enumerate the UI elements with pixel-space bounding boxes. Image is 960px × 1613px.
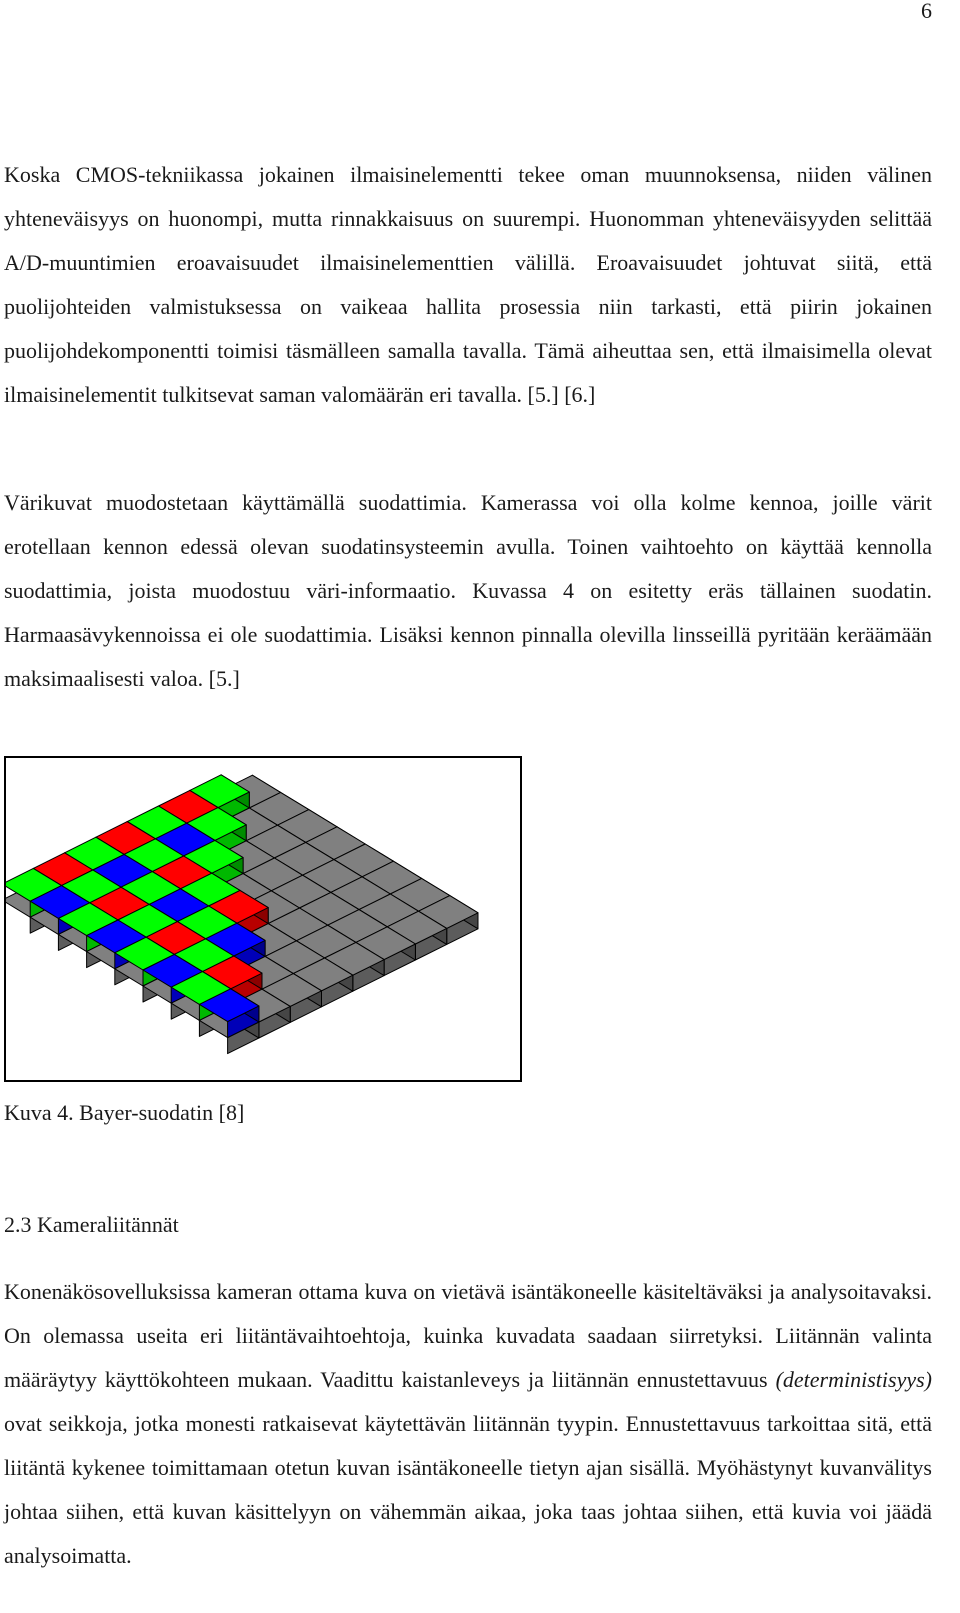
paragraph-camera-interfaces <box>4 1270 932 1578</box>
paragraph-text-end: ovat seikkoja, jotka monesti ratkaisevat käytettävän liitännän tyypin. Ennustettavuus tarkoittaa sitä, että liitäntä kykenee toimittamaan otetun kuvan isäntäkoneelle tietyn ajan sisällä. Myöhästynyt kuvanvälitys johtaa siihen, että kuvan käsittelyyn on vähemmän aikaa, joka taas johtaa siihen, että kuvia voi jäädä analysoimatta. <box>4 1411 932 1568</box>
emphasis-term: (deterministisyys) <box>775 1367 932 1392</box>
paragraph-cmos: Koska CMOS-tekniikassa jokainen ilmaisinelementti tekee oman muunnoksensa, niiden välinen yhteneväisyys on huonompi, mutta rinnakkaisuus on suurempi. Huonomman yhteneväisyyden selittää A/D-muuntimien eroavaisuudet ilmaisinelementtien välillä. Eroavaisuudet johtuvat siitä, että puolijohteiden valmistuksessa on vaikeaa hallita prosessia niin tarkasti, että piirin jokainen puolijohdekomponentti toimisi täsmälleen samalla tavalla. Tämä aiheuttaa sen, että ilmaisimella olevat ilmaisinelementit tulkitsevat saman valomäärän eri tavalla. [5.] [6.] <box>4 162 932 407</box>
bayer-filter-illustration <box>6 758 520 1080</box>
page-number: 6 <box>921 0 932 23</box>
paragraph-color-filters: Värikuvat muodostetaan käyttämällä suodattimia. Kamerassa voi olla kolme kennoa, joille värit erotellaan kennon edessä olevan suodatinsysteemin avulla. Toinen vaihtoehto on käyttää kennolla suodattimia, joista muodostuu väri-informaatio. Kuvassa 4 on esitetty eräs tällainen suodatin. Harmaasävykennoissa ei ole suodattimia. Lisäksi kennon pinnalla olevilla linsseillä pyritään keräämään maksimaalisesti valoa. [5.] <box>4 490 932 691</box>
bayer-filter-figure <box>4 756 522 1082</box>
figure-caption: Kuva 4. Bayer-suodatin [8] <box>4 1100 245 1125</box>
paragraph-text-start: Konenäkösovelluksissa kameran ottama kuva on vietävä isäntäkoneelle käsiteltäväksi ja analysoitavaksi. On olemassa useita eri liitäntävaihtoehtoja, kuinka kuvadata saadaan siirretyksi. Liitännän valinta määräytyy käyttökohteen mukaan. Vaadittu kaistanleveys ja liitännän ennustettavuus <box>4 1279 932 1392</box>
section-heading: 2.3 Kameraliitännät <box>4 1212 179 1237</box>
